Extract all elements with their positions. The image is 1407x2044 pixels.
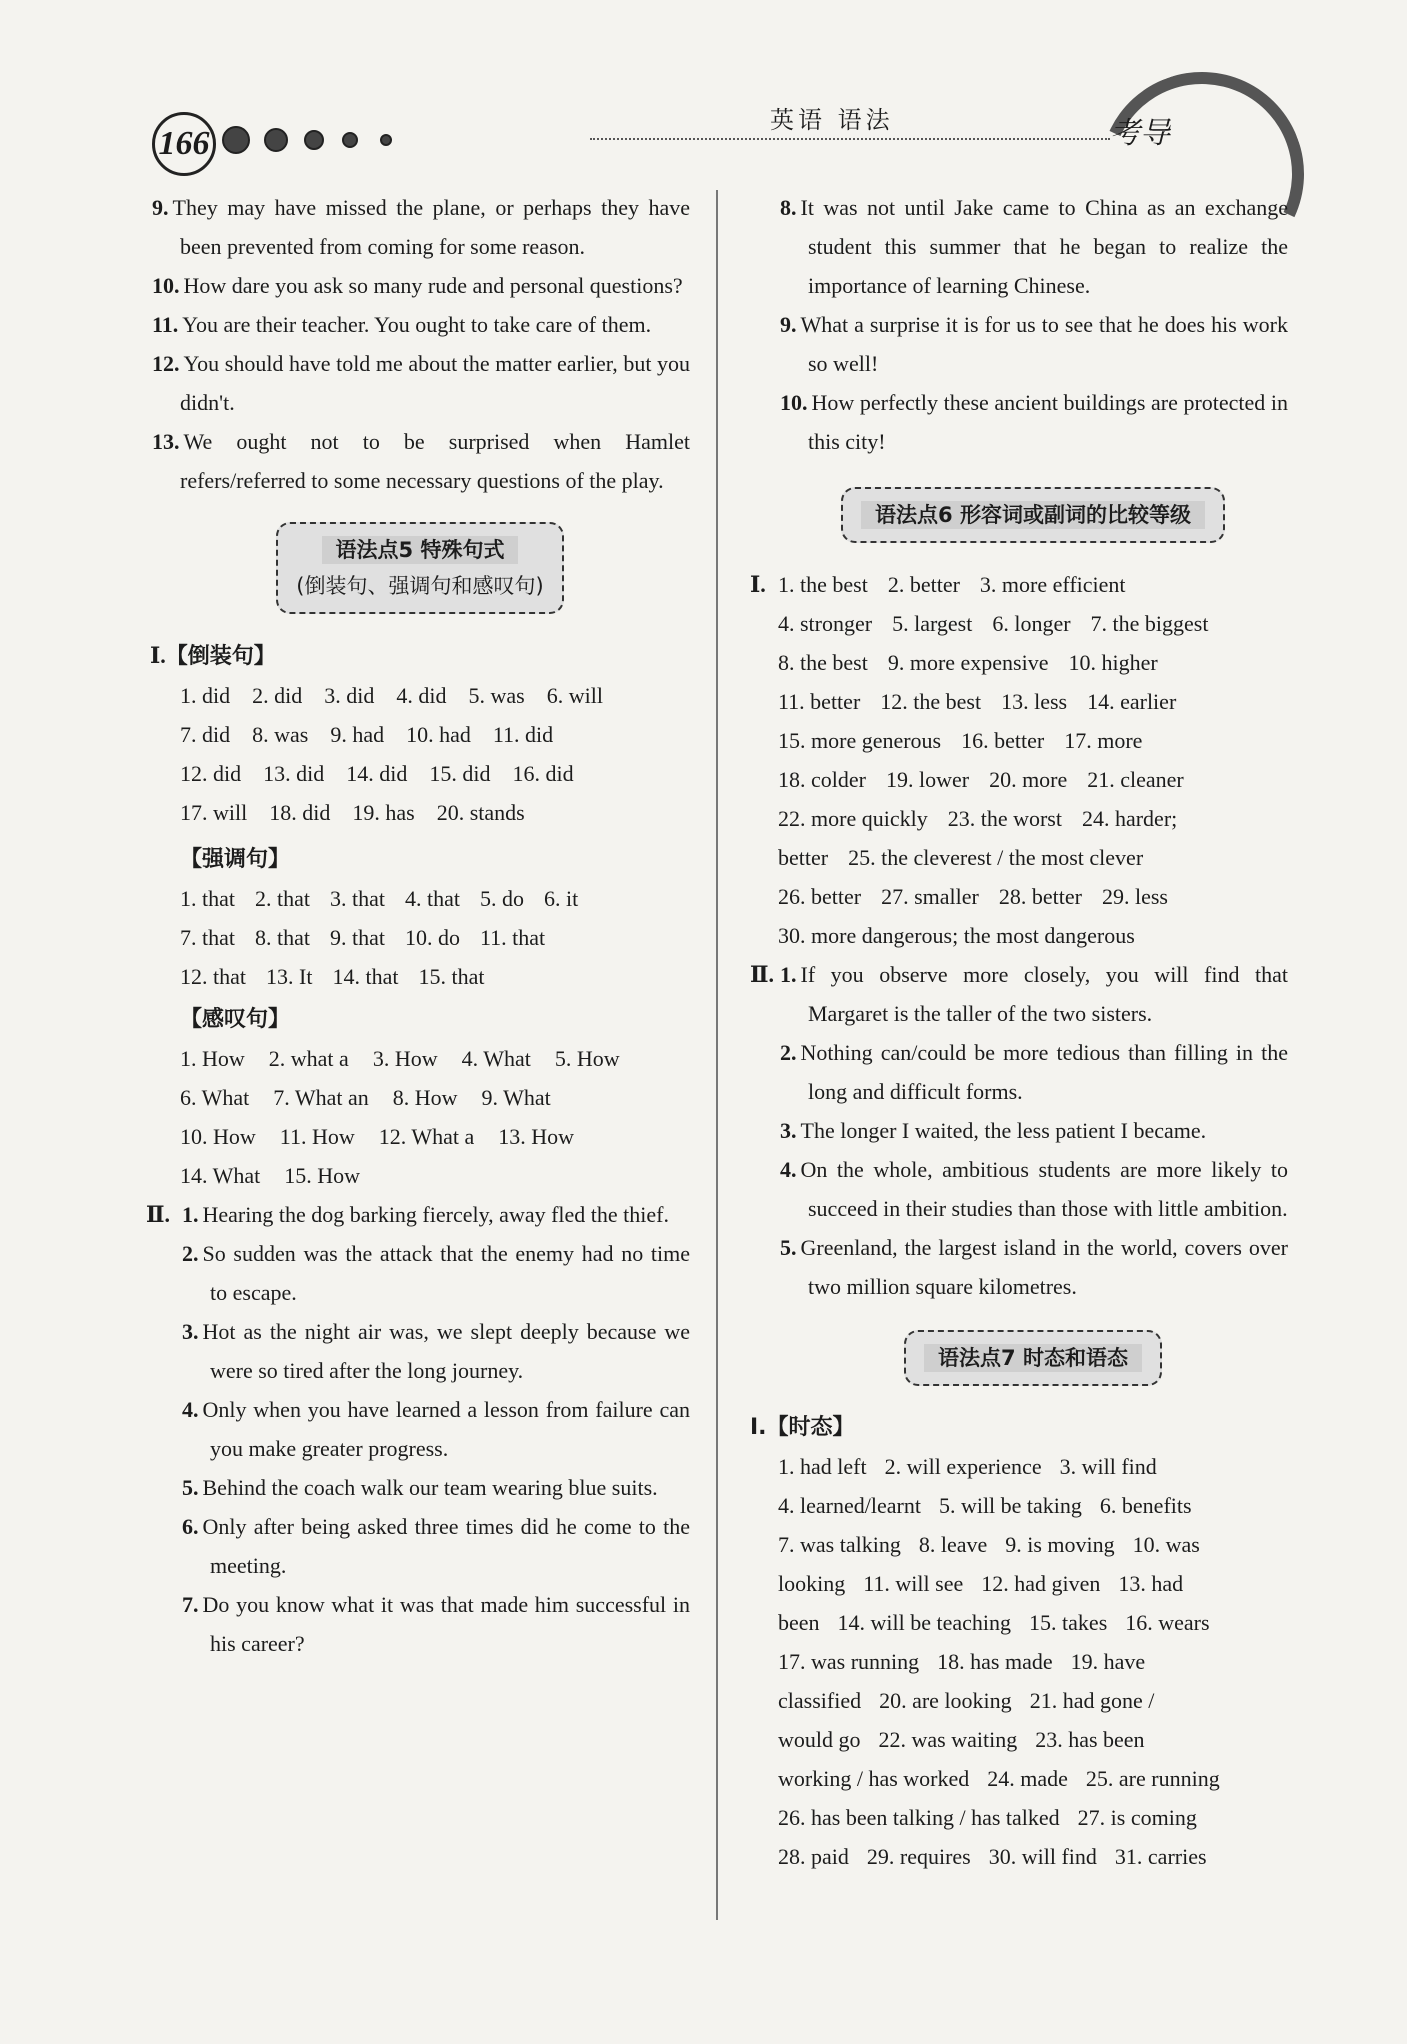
- answer-cell: 8. the best: [778, 650, 868, 675]
- answer-cell: 15. How: [284, 1163, 361, 1188]
- item-text: You should have told me about the matter earlier, but you didn't.: [180, 351, 690, 415]
- item-text: Only after being asked three times did he come to the meeting.: [202, 1514, 690, 1578]
- answer-item: [180, 1312, 690, 1390]
- answer-cell: 2. what a: [268, 1046, 349, 1071]
- answer-row: [180, 879, 690, 918]
- comparison-part1-label: Ⅰ.: [750, 572, 766, 597]
- answer-cell: 9. is moving: [1005, 1532, 1115, 1557]
- answer-cell: 15. did: [429, 761, 491, 786]
- answer-row: [778, 643, 1288, 682]
- part1-label: Ⅰ.: [150, 643, 166, 668]
- item-text: Do you know what it was that made him successful in his career?: [202, 1592, 690, 1656]
- item-number: 6.: [182, 1514, 199, 1539]
- answer-cell: better: [778, 845, 829, 870]
- answer-cell: 21. cleaner: [1087, 767, 1184, 792]
- item-text: Only when you have learned a lesson from failure can you make greater progress.: [202, 1397, 690, 1461]
- answer-cell: 18. did: [269, 800, 331, 825]
- decor-dot-4: [342, 132, 358, 148]
- answer-cell: 30. will find: [988, 1844, 1097, 1869]
- answer-cell: 14. did: [346, 761, 408, 786]
- item-number: 7.: [182, 1592, 199, 1617]
- answer-cell: 26. better: [778, 884, 862, 909]
- item-text: Greenland, the largest island in the world, covers over two million square kilometres.: [800, 1235, 1288, 1299]
- item-number: 4.: [780, 1157, 797, 1182]
- answer-row: [180, 1039, 690, 1078]
- answer-cell: 13. less: [1001, 689, 1068, 714]
- answer-item: [180, 1468, 690, 1507]
- answer-cell: 19. has: [352, 800, 415, 825]
- answer-cell: 3. that: [330, 886, 385, 911]
- answer-row: [180, 676, 690, 715]
- answer-row: [778, 1681, 1288, 1720]
- answer-cell: 13. had: [1118, 1571, 1184, 1596]
- answer-cell: 18. has made: [937, 1649, 1053, 1674]
- tense-label: Ⅰ.【时态】: [750, 1415, 855, 1440]
- item-number: 5.: [780, 1235, 797, 1260]
- answer-cell: 18. colder: [778, 767, 866, 792]
- item-number: 1.: [780, 962, 797, 987]
- answer-item: [180, 1507, 690, 1585]
- section5-subtitle: (倒装句、强调句和感叹句): [296, 574, 544, 598]
- answer-cell: 12. did: [180, 761, 242, 786]
- answer-cell: 6. longer: [992, 611, 1071, 636]
- answer-cell: 25. the cleverest / the most clever: [848, 845, 1144, 870]
- answer-cell: working / has worked: [778, 1766, 970, 1791]
- answer-cell: 14. earlier: [1087, 689, 1177, 714]
- answer-cell: 4. What: [461, 1046, 531, 1071]
- item-number: 12.: [152, 351, 180, 376]
- answer-cell: 19. have: [1070, 1649, 1146, 1674]
- answer-cell: 8. that: [255, 925, 310, 950]
- answer-cell: 7. the biggest: [1090, 611, 1209, 636]
- emphasis-label: 【强调句】: [180, 847, 291, 872]
- item-number: 9.: [152, 195, 169, 220]
- answer-cell: 4. did: [396, 683, 447, 708]
- answer-cell: 12. What a: [378, 1124, 475, 1149]
- item-number: 3.: [780, 1118, 797, 1143]
- item-text: Nothing can/could be more tedious than filling in the long and difficult forms.: [800, 1040, 1288, 1104]
- answer-row: [180, 754, 690, 793]
- answer-row: [778, 1603, 1288, 1642]
- answer-row: [778, 916, 1288, 955]
- answer-cell: 11. will see: [863, 1571, 964, 1596]
- answer-row: [778, 1798, 1288, 1837]
- answer-cell: 5. was: [468, 683, 525, 708]
- answer-row: [778, 682, 1288, 721]
- answer-cell: 8. was: [252, 722, 309, 747]
- inversion-label: 【倒装句】: [165, 644, 276, 669]
- answer-cell: 28. better: [998, 884, 1082, 909]
- item-number: 2.: [780, 1040, 797, 1065]
- item-text: How dare you ask so many rude and personal questions?: [183, 273, 683, 298]
- answer-cell: 5. How: [554, 1046, 620, 1071]
- answer-row: [778, 1525, 1288, 1564]
- answer-row: [180, 1156, 690, 1195]
- answer-cell: 28. paid: [778, 1844, 849, 1869]
- answer-row: [778, 721, 1288, 760]
- answer-cell: 7. did: [180, 722, 231, 747]
- item-text: On the whole, ambitious students are more likely to succeed in their studies than those with little ambition.: [800, 1157, 1288, 1221]
- answer-cell: 17. will: [180, 800, 248, 825]
- answer-cell: 20. stands: [436, 800, 525, 825]
- answer-cell: 29. requires: [866, 1844, 971, 1869]
- answer-item: [150, 305, 690, 344]
- item-text: You are their teacher. You ought to take care of them.: [182, 312, 652, 337]
- section7-title: 语法点7 时态和语态: [924, 1344, 1142, 1372]
- answer-cell: 24. made: [987, 1766, 1068, 1791]
- answer-row: [778, 799, 1288, 838]
- answer-row: [180, 1078, 690, 1117]
- answer-row: [778, 1447, 1288, 1486]
- answer-cell: 9. that: [330, 925, 385, 950]
- answer-cell: 13. did: [263, 761, 325, 786]
- answer-row: [778, 877, 1288, 916]
- item-text: Hearing the dog barking fiercely, away fled the thief.: [202, 1202, 669, 1227]
- answer-row: [180, 715, 690, 754]
- answer-cell: 6. it: [544, 886, 579, 911]
- item-number: 10.: [780, 390, 808, 415]
- answer-cell: classified: [778, 1688, 862, 1713]
- answer-item: [150, 344, 690, 422]
- item-text: The longer I waited, the less patient I became.: [800, 1118, 1207, 1143]
- comparison-answers: [778, 565, 1288, 955]
- section5-box: [276, 522, 563, 614]
- answer-cell: 26. has been talking / has talked: [778, 1805, 1060, 1830]
- answer-cell: 16. better: [961, 728, 1045, 753]
- right-intro-list: [778, 188, 1288, 461]
- section5-title: 语法点5 特殊句式: [322, 536, 519, 564]
- answer-cell: 14. will be teaching: [837, 1610, 1012, 1635]
- part2-block: [146, 1195, 690, 1663]
- item-number: 11.: [152, 312, 179, 337]
- part2-label: Ⅱ.: [146, 1202, 171, 1227]
- answer-cell: 10. How: [180, 1124, 256, 1149]
- column-divider: [716, 190, 718, 1920]
- answer-row: [180, 793, 690, 832]
- answer-cell: 17. was running: [778, 1649, 920, 1674]
- right-part2-block: [750, 955, 1288, 1306]
- answer-cell: 10. do: [405, 925, 460, 950]
- answer-cell: 9. more expensive: [887, 650, 1049, 675]
- item-number: 10.: [152, 273, 180, 298]
- answer-cell: 23. has been: [1035, 1727, 1145, 1752]
- answer-item: [180, 1195, 690, 1234]
- item-number: 1.: [182, 1202, 199, 1227]
- section7-box: [904, 1330, 1162, 1386]
- answer-cell: 8. leave: [918, 1532, 988, 1557]
- answer-cell: 19. lower: [885, 767, 970, 792]
- answer-cell: 11. How: [279, 1124, 355, 1149]
- answer-cell: 2. that: [255, 886, 310, 911]
- answer-cell: 17. more: [1064, 728, 1143, 753]
- answer-row: [778, 1486, 1288, 1525]
- answer-cell: 3. did: [324, 683, 375, 708]
- answer-item: [778, 305, 1288, 383]
- answer-row: [778, 1837, 1288, 1876]
- answer-row: [778, 1720, 1288, 1759]
- answer-cell: 16. did: [512, 761, 574, 786]
- answer-cell: 7. was talking: [778, 1532, 901, 1557]
- answer-cell: 3. How: [372, 1046, 438, 1071]
- answer-item: [778, 188, 1288, 305]
- answer-item: [778, 1033, 1288, 1111]
- answer-row: [180, 918, 690, 957]
- answer-cell: 11. did: [492, 722, 554, 747]
- answer-row: [180, 957, 690, 996]
- answer-row: [778, 1564, 1288, 1603]
- answer-cell: 7. What an: [273, 1085, 369, 1110]
- answer-cell: 3. more efficient: [979, 572, 1126, 597]
- answer-cell: 9. had: [330, 722, 385, 747]
- answer-item: [150, 188, 690, 266]
- decor-dot-2: [264, 128, 288, 152]
- answer-cell: 20. are looking: [879, 1688, 1012, 1713]
- answer-cell: would go: [778, 1727, 861, 1752]
- item-text: Behind the coach walk our team wearing blue suits.: [202, 1475, 658, 1500]
- answer-cell: 21. had gone /: [1029, 1688, 1155, 1713]
- answer-cell: 23. the worst: [947, 806, 1062, 831]
- header-rule: [590, 138, 1110, 140]
- answer-row: [778, 565, 1288, 604]
- answer-cell: 22. more quickly: [778, 806, 928, 831]
- item-number: 5.: [182, 1475, 199, 1500]
- answer-cell: 11. that: [480, 925, 546, 950]
- answer-cell: 1. had left: [778, 1454, 867, 1479]
- answer-cell: 8. How: [392, 1085, 458, 1110]
- answer-cell: 4. learned/learnt: [778, 1493, 921, 1518]
- item-text: We ought not to be surprised when Hamlet refers/referred to some necessary questions of the play.: [180, 429, 690, 493]
- left-intro-list: [150, 188, 690, 500]
- answer-row: [778, 604, 1288, 643]
- answer-cell: 12. that: [180, 964, 246, 989]
- item-number: 9.: [780, 312, 797, 337]
- answer-cell: 20. more: [989, 767, 1068, 792]
- answer-cell: 5. do: [480, 886, 524, 911]
- answer-cell: 29. less: [1101, 884, 1168, 909]
- exclaim-label: 【感叹句】: [180, 1007, 291, 1032]
- answer-cell: 27. smaller: [881, 884, 979, 909]
- answer-cell: 7. that: [180, 925, 235, 950]
- answer-item: [180, 1585, 690, 1663]
- left-column: [146, 188, 690, 1663]
- decor-dot-3: [304, 130, 324, 150]
- answer-cell: 5. will be taking: [938, 1493, 1082, 1518]
- answer-item: [778, 955, 1288, 1033]
- answer-cell: 6. benefits: [1099, 1493, 1192, 1518]
- answer-cell: 11. better: [778, 689, 861, 714]
- answer-cell: 31. carries: [1114, 1844, 1207, 1869]
- page-number: 166: [152, 112, 216, 176]
- answer-item: [778, 1228, 1288, 1306]
- answer-cell: 15. that: [418, 964, 485, 989]
- section6-title: 语法点6 形容词或副词的比较等级: [861, 501, 1205, 529]
- item-text: It was not until Jake came to China as an exchange student this summer that he began to realize the importance of learning Chinese.: [800, 195, 1288, 298]
- item-text: So sudden was the attack that the enemy had no time to escape.: [202, 1241, 690, 1305]
- answer-row: [180, 1117, 690, 1156]
- answer-cell: 14. that: [332, 964, 399, 989]
- answer-item: [150, 422, 690, 500]
- answer-cell: 15. more generous: [778, 728, 942, 753]
- exclaim-answers: [150, 1039, 690, 1195]
- answer-cell: 2. better: [887, 572, 960, 597]
- answer-cell: 2. did: [252, 683, 303, 708]
- left-part2-list: [150, 1195, 690, 1663]
- answer-cell: 4. stronger: [778, 611, 873, 636]
- answer-cell: 10. higher: [1068, 650, 1158, 675]
- answer-cell: 6. will: [546, 683, 603, 708]
- item-text: If you observe more closely, you will find that Margaret is the taller of the two sisters.: [800, 962, 1288, 1026]
- emphasis-answers: [150, 879, 690, 996]
- right-column: [750, 188, 1288, 1876]
- answer-item: [150, 266, 690, 305]
- item-number: 3.: [182, 1319, 199, 1344]
- answer-cell: 4. that: [405, 886, 460, 911]
- decor-dot-1: [222, 126, 250, 154]
- answer-cell: 3. will find: [1059, 1454, 1157, 1479]
- answer-cell: 15. takes: [1029, 1610, 1108, 1635]
- answer-cell: 13. It: [266, 964, 313, 989]
- item-number: 13.: [152, 429, 180, 454]
- item-text: They may have missed the plane, or perhaps they have been prevented from coming for some reason.: [172, 195, 690, 259]
- item-text: How perfectly these ancient buildings are protected in this city!: [808, 390, 1288, 454]
- answer-row: [778, 838, 1288, 877]
- answer-cell: 14. What: [180, 1163, 261, 1188]
- answer-cell: 1. that: [180, 886, 235, 911]
- answer-cell: 10. was: [1132, 1532, 1200, 1557]
- answer-cell: 30. more dangerous; the most dangerous: [778, 923, 1135, 948]
- right-part2-label: Ⅱ.: [750, 962, 775, 987]
- answer-cell: 25. are running: [1085, 1766, 1220, 1791]
- answer-item: [180, 1390, 690, 1468]
- answer-cell: 24. harder;: [1081, 806, 1178, 831]
- item-text: What a surprise it is for us to see that he does his work so well!: [800, 312, 1288, 376]
- answer-row: [778, 760, 1288, 799]
- answer-cell: 6. What: [180, 1085, 250, 1110]
- header-brand: 考导: [1110, 117, 1170, 150]
- answer-cell: 13. How: [498, 1124, 575, 1149]
- answer-cell: 27. is coming: [1077, 1805, 1197, 1830]
- answer-item: [778, 383, 1288, 461]
- inversion-header: [150, 636, 690, 676]
- answer-cell: been: [778, 1610, 820, 1635]
- inversion-answers: [150, 676, 690, 832]
- item-number: 2.: [182, 1241, 199, 1266]
- item-number: 8.: [780, 195, 797, 220]
- tense-answers: [778, 1447, 1288, 1876]
- comparison-block: [750, 565, 1288, 955]
- header-title: 英语 语法: [770, 106, 894, 134]
- answer-cell: 1. How: [180, 1046, 245, 1071]
- answer-cell: 2. will experience: [884, 1454, 1042, 1479]
- answer-cell: 5. largest: [892, 611, 973, 636]
- answer-row: [778, 1759, 1288, 1798]
- answer-item: [180, 1234, 690, 1312]
- answer-cell: 12. had given: [981, 1571, 1101, 1596]
- answer-cell: looking: [778, 1571, 846, 1596]
- decor-dot-5: [380, 134, 392, 146]
- answer-cell: 1. the best: [778, 572, 868, 597]
- right-part2-list: [778, 955, 1288, 1306]
- answer-cell: 10. had: [406, 722, 471, 747]
- answer-cell: 22. was waiting: [878, 1727, 1018, 1752]
- answer-item: [778, 1150, 1288, 1228]
- answer-cell: 16. wears: [1125, 1610, 1210, 1635]
- section6-box: [841, 487, 1225, 543]
- answer-cell: 12. the best: [880, 689, 982, 714]
- answer-row: [778, 1642, 1288, 1681]
- item-text: Hot as the night air was, we slept deeply because we were so tired after the long journey.: [202, 1319, 690, 1383]
- answer-cell: 9. What: [481, 1085, 551, 1110]
- answer-item: [778, 1111, 1288, 1150]
- answer-cell: 1. did: [180, 683, 231, 708]
- item-number: 4.: [182, 1397, 199, 1422]
